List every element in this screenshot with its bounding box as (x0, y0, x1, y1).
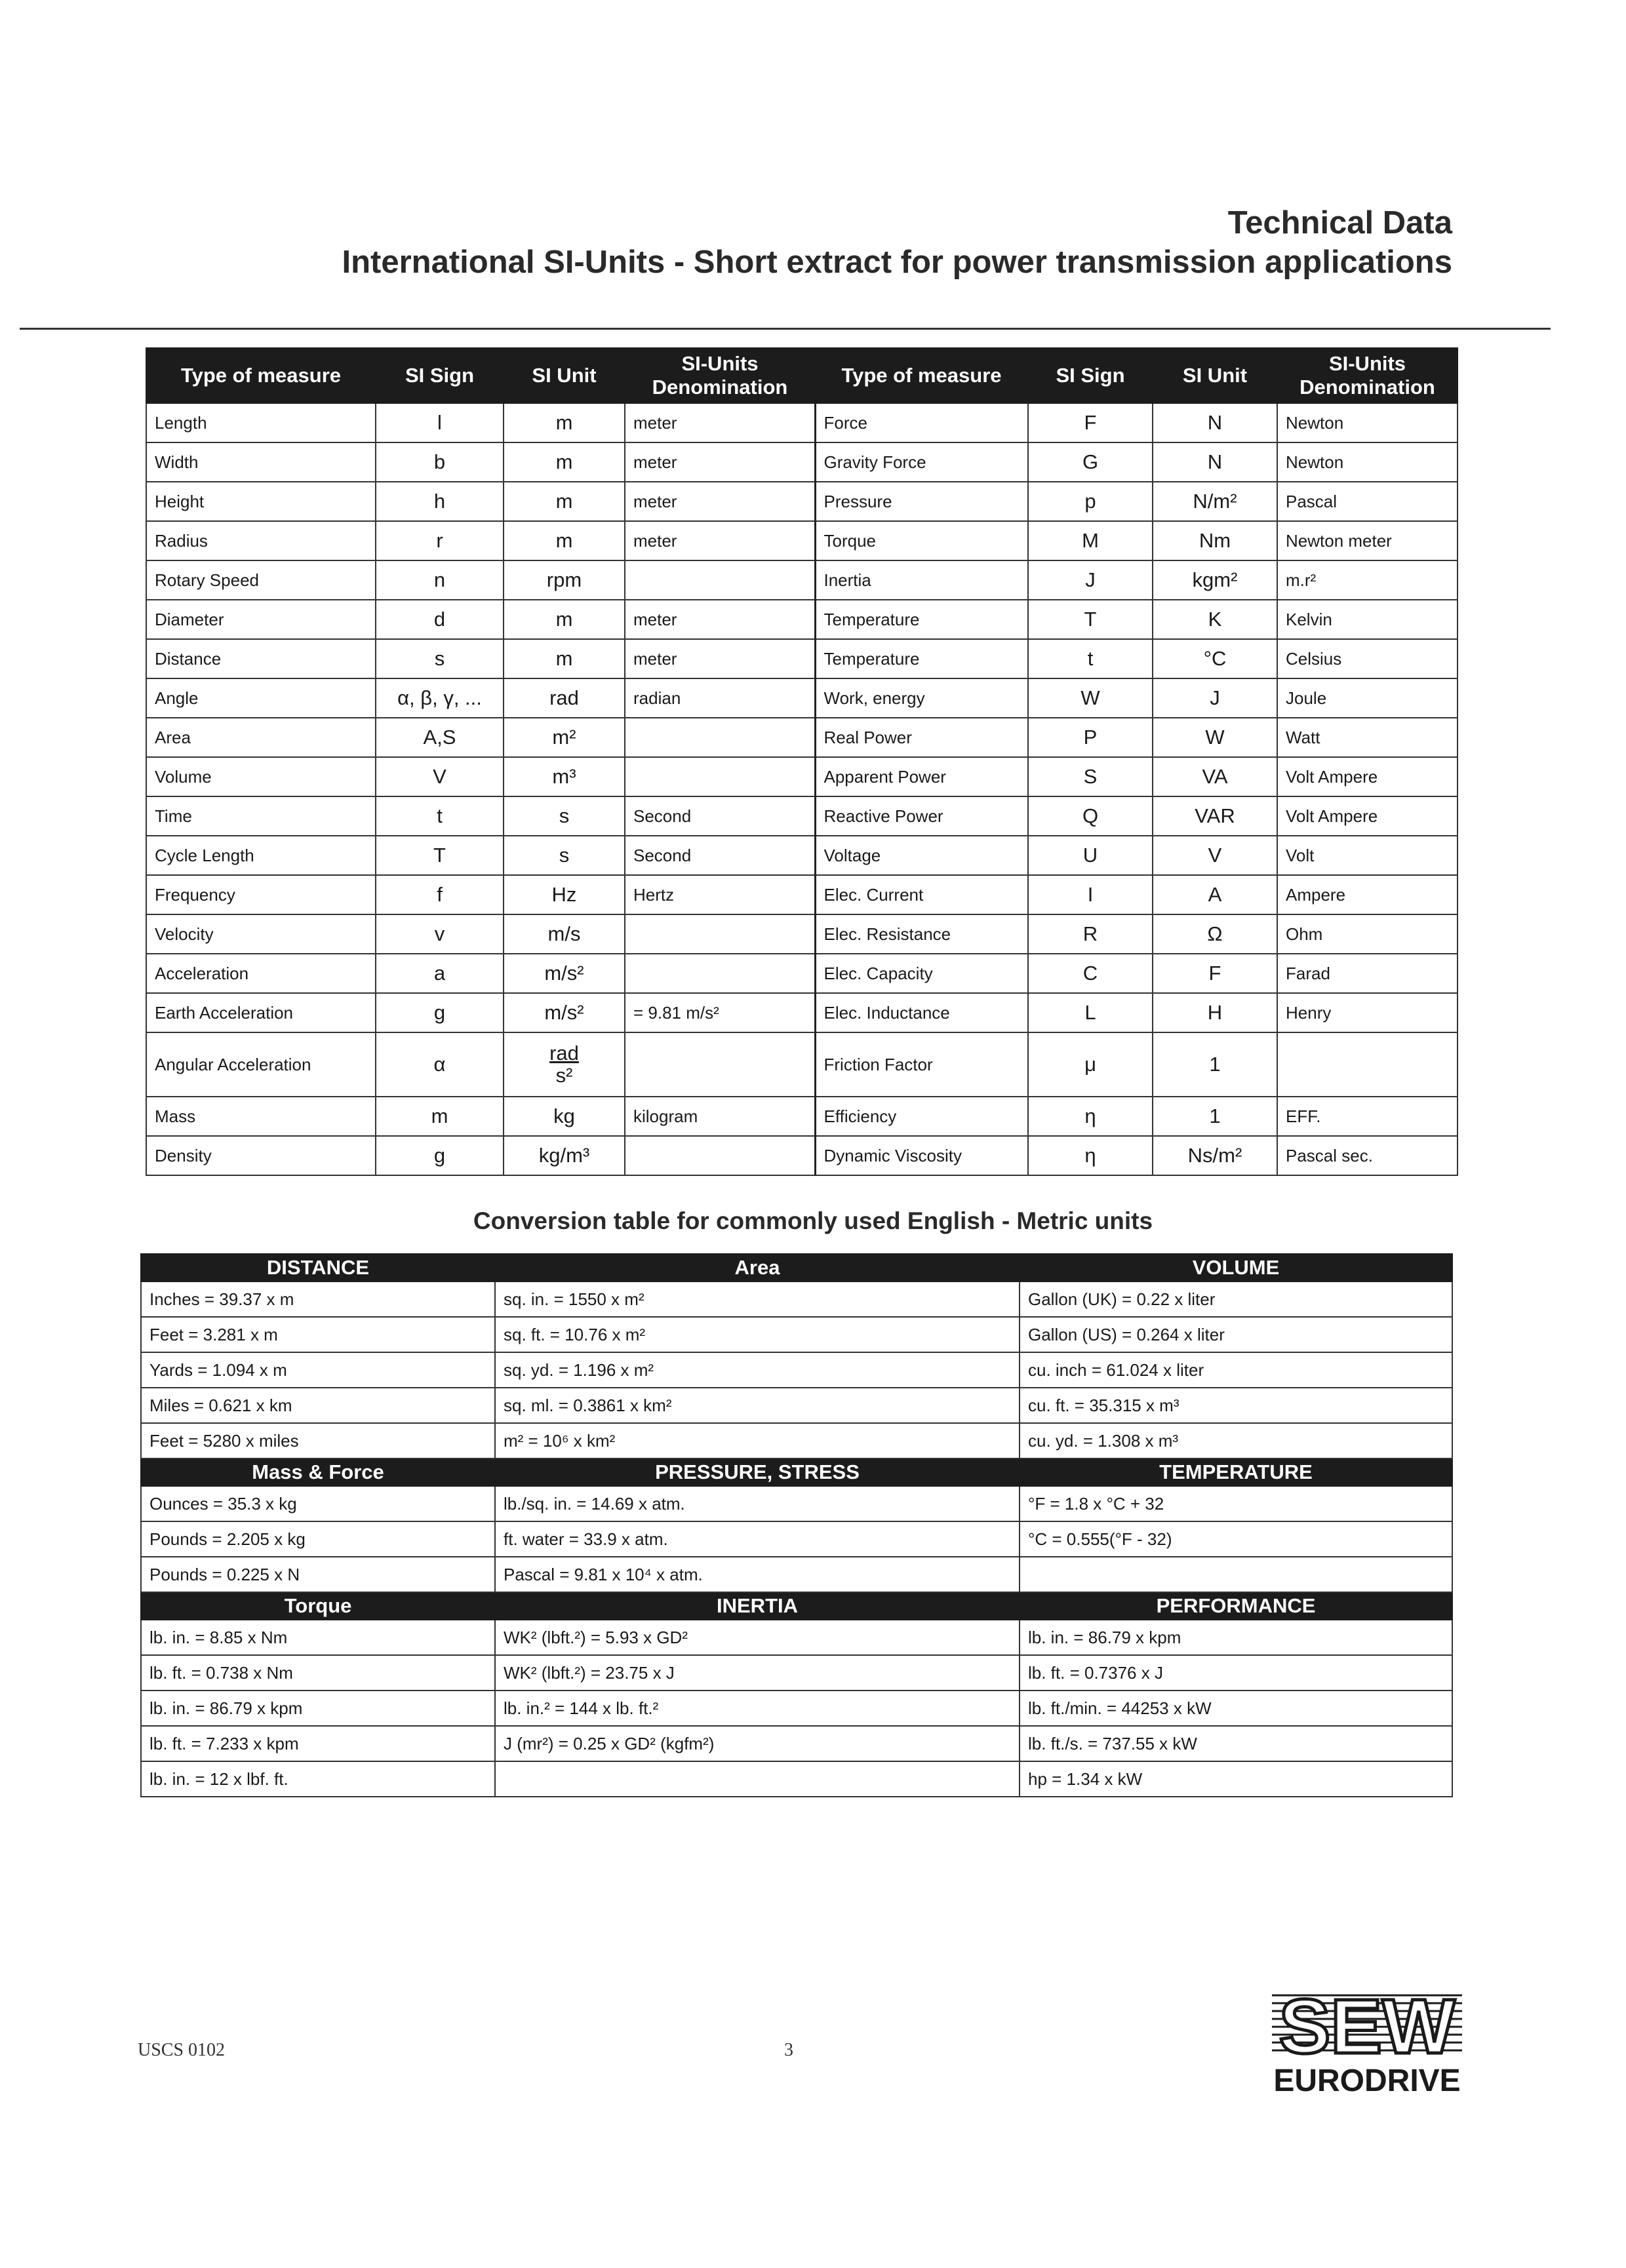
conversion-row (141, 1655, 1452, 1691)
si-table-cell: G (1028, 442, 1153, 482)
si-table-cell: Distance (146, 639, 376, 678)
si-table-cell: Friction Factor (815, 1032, 1028, 1097)
si-table-cell: J (1153, 678, 1277, 718)
si-table-cell: Pascal (1277, 482, 1457, 521)
si-table-cell: Area (146, 718, 376, 757)
si-table-cell: Volt (1277, 836, 1457, 875)
si-table-cell: rad (504, 678, 625, 718)
col-si-sign-2: SI Sign (1028, 348, 1153, 403)
conversion-cell: Feet = 3.281 x m (141, 1317, 495, 1352)
si-table-cell: Ns/m² (1153, 1136, 1277, 1175)
si-table-cell (1277, 1032, 1457, 1097)
si-table-row (146, 993, 1457, 1032)
si-table-cell: Ampere (1277, 875, 1457, 914)
si-table-cell: Temperature (815, 639, 1028, 678)
si-table-cell: Elec. Inductance (815, 993, 1028, 1032)
si-table-row (146, 482, 1457, 521)
si-table-cell: I (1028, 875, 1153, 914)
si-table-cell: Volume (146, 757, 376, 796)
si-table-cell: V (1153, 836, 1277, 875)
si-table-cell: M (1028, 521, 1153, 560)
conversion-cell: Feet = 5280 x miles (141, 1423, 495, 1458)
angular-unit-fraction (549, 1042, 579, 1087)
si-table-cell: Ohm (1277, 914, 1457, 954)
si-table-cell (625, 560, 815, 600)
si-table-cell: F (1028, 403, 1153, 442)
si-table-row (146, 1032, 1457, 1097)
document-code: USCS 0102 (138, 2040, 226, 2060)
si-table-cell: Temperature (815, 600, 1028, 639)
conversion-cell: lb. ft. = 0.7376 x J (1020, 1655, 1452, 1691)
si-table-cell: m (504, 442, 625, 482)
conversion-cell: lb./sq. in. = 14.69 x atm. (495, 1486, 1020, 1521)
si-table-cell: V (376, 757, 504, 796)
si-table-cell: A (1153, 875, 1277, 914)
conversion-section-title: Area (495, 1254, 1020, 1281)
si-table-cell: Kelvin (1277, 600, 1457, 639)
conversion-section-title: TEMPERATURE (1020, 1458, 1452, 1486)
si-table-row (146, 403, 1457, 442)
si-table-cell: N/m² (1153, 482, 1277, 521)
conversion-row (141, 1486, 1452, 1521)
document-title: International SI-Units - Short extract for power transmission applications (342, 244, 1452, 280)
si-table-cell: m (504, 403, 625, 442)
si-table-cell: t (376, 796, 504, 836)
si-table-cell: Earth Acceleration (146, 993, 376, 1032)
si-table-cell: m/s² (504, 954, 625, 993)
si-table-cell: Reactive Power (815, 796, 1028, 836)
conversion-cell: Pounds = 0.225 x N (141, 1557, 495, 1592)
si-table-cell: T (1028, 600, 1153, 639)
si-table-cell: Farad (1277, 954, 1457, 993)
si-table-cell: s (504, 836, 625, 875)
conversion-cell: m² = 10⁶ x km² (495, 1423, 1020, 1458)
si-table-cell: n (376, 560, 504, 600)
conversion-cell: °C = 0.555(°F - 32) (1020, 1521, 1452, 1557)
si-table-cell: N (1153, 442, 1277, 482)
col-si-unit: SI Unit (504, 348, 625, 403)
si-table-row (146, 600, 1457, 639)
si-table-cell: Voltage (815, 836, 1028, 875)
si-table-cell: Diameter (146, 600, 376, 639)
logo-eurodrive-text: EURODRIVE (1273, 2063, 1461, 2098)
conversion-section-title: Torque (141, 1592, 495, 1620)
si-table-cell: m (504, 639, 625, 678)
si-table-cell: meter (625, 639, 815, 678)
sew-eurodrive-logo (1265, 1986, 1469, 2098)
si-table-cell: T (376, 836, 504, 875)
fraction-numerator: rad (549, 1042, 579, 1065)
si-table-cell: N (1153, 403, 1277, 442)
si-table-cell: Length (146, 403, 376, 442)
si-table-row (146, 560, 1457, 600)
col-si-units-denomination-2: SI-Units Denomination (1277, 348, 1457, 403)
si-table-cell: A,S (376, 718, 504, 757)
page-number: 3 (784, 2040, 793, 2060)
si-table-row (146, 757, 1457, 796)
si-table-row (146, 875, 1457, 914)
conversion-cell: Ounces = 35.3 x kg (141, 1486, 495, 1521)
si-table-cell: Second (625, 796, 815, 836)
conversion-cell: Yards = 1.094 x m (141, 1352, 495, 1388)
si-table-cell: meter (625, 600, 815, 639)
si-table-cell: F (1153, 954, 1277, 993)
conversion-cell: lb. ft. = 0.738 x Nm (141, 1655, 495, 1691)
si-table-cell: μ (1028, 1032, 1153, 1097)
document-subtitle: Technical Data (1227, 205, 1452, 241)
si-table-cell: meter (625, 442, 815, 482)
si-table-cell: Pressure (815, 482, 1028, 521)
conversion-section-header (141, 1592, 1452, 1620)
conversion-cell: hp = 1.34 x kW (1020, 1761, 1452, 1797)
conversion-section-title: DISTANCE (141, 1254, 495, 1281)
conversion-cell: lb. in. = 12 x lbf. ft. (141, 1761, 495, 1797)
conversion-row (141, 1761, 1452, 1797)
si-table-cell: m (504, 482, 625, 521)
si-table-cell: m³ (504, 757, 625, 796)
si-table-cell (625, 718, 815, 757)
conversion-cell: Inches = 39.37 x m (141, 1281, 495, 1317)
fraction-denominator: s² (555, 1064, 573, 1087)
si-table-cell: Pascal sec. (1277, 1136, 1457, 1175)
si-table-row (146, 718, 1457, 757)
conversion-row (141, 1281, 1452, 1317)
conversion-cell: lb. ft. = 7.233 x kpm (141, 1726, 495, 1761)
conversion-cell: Miles = 0.621 x km (141, 1388, 495, 1423)
col-si-unit-2: SI Unit (1153, 348, 1277, 403)
conversion-row (141, 1352, 1452, 1388)
si-table-cell: Volt Ampere (1277, 796, 1457, 836)
conversion-cell: WK² (lbft.²) = 5.93 x GD² (495, 1620, 1020, 1655)
si-table-cell: α (376, 1032, 504, 1097)
si-table-cell: Celsius (1277, 639, 1457, 678)
si-table-cell: g (376, 1136, 504, 1175)
si-table-cell: Cycle Length (146, 836, 376, 875)
si-table-cell: Height (146, 482, 376, 521)
si-table-cell: Watt (1277, 718, 1457, 757)
si-table-cell: Newton (1277, 403, 1457, 442)
conversion-section-title: PERFORMANCE (1020, 1592, 1452, 1620)
si-table-row (146, 678, 1457, 718)
conversion-cell (495, 1761, 1020, 1797)
si-table-cell: Nm (1153, 521, 1277, 560)
conversion-cell: lb. in.² = 144 x lb. ft.² (495, 1691, 1020, 1726)
si-units-table (146, 347, 1458, 1176)
si-table-cell: Hertz (625, 875, 815, 914)
conversion-section-header (141, 1254, 1452, 1281)
conversion-cell: cu. inch = 61.024 x liter (1020, 1352, 1452, 1388)
conversion-cell: lb. ft./min. = 44253 x kW (1020, 1691, 1452, 1726)
si-table-row (146, 796, 1457, 836)
si-table-cell: m (504, 600, 625, 639)
si-table-cell: Real Power (815, 718, 1028, 757)
si-table-cell: η (1028, 1136, 1153, 1175)
conversion-cell: lb. ft./s. = 737.55 x kW (1020, 1726, 1452, 1761)
si-table-cell: U (1028, 836, 1153, 875)
si-table-cell: Rotary Speed (146, 560, 376, 600)
si-table-cell: Density (146, 1136, 376, 1175)
conversion-row (141, 1388, 1452, 1423)
si-table-cell: Gravity Force (815, 442, 1028, 482)
si-table-cell: s (504, 796, 625, 836)
conversion-cell: °F = 1.8 x °C + 32 (1020, 1486, 1452, 1521)
conversion-row (141, 1521, 1452, 1557)
si-table-cell: meter (625, 482, 815, 521)
si-table-cell: meter (625, 521, 815, 560)
si-table-cell: R (1028, 914, 1153, 954)
si-table-cell: L (1028, 993, 1153, 1032)
si-table-row (146, 954, 1457, 993)
si-table-row (146, 914, 1457, 954)
si-table-cell: 1 (1153, 1097, 1277, 1136)
si-table-row (146, 639, 1457, 678)
si-table-cell: m (504, 521, 625, 560)
si-table-cell: r (376, 521, 504, 560)
conversion-section-title: Mass & Force (141, 1458, 495, 1486)
conversion-cell: ft. water = 33.9 x atm. (495, 1521, 1020, 1557)
si-table-cell (625, 914, 815, 954)
conversion-cell: sq. ml. = 0.3861 x km² (495, 1388, 1020, 1423)
si-table-cell: Mass (146, 1097, 376, 1136)
conversion-cell: lb. in. = 86.79 x kpm (1020, 1620, 1452, 1655)
col-type-of-measure-2: Type of measure (815, 348, 1028, 403)
si-table-cell: Henry (1277, 993, 1457, 1032)
si-table-cell: Velocity (146, 914, 376, 954)
si-table-cell: kilogram (625, 1097, 815, 1136)
conversion-cell: sq. yd. = 1.196 x m² (495, 1352, 1020, 1388)
logo-sew-text: SEW (1279, 1986, 1456, 2070)
conversion-section-header (141, 1458, 1452, 1486)
si-table-cell: b (376, 442, 504, 482)
conversion-table-body (141, 1254, 1452, 1797)
si-table-cell: kgm² (1153, 560, 1277, 600)
si-table-cell: Second (625, 836, 815, 875)
si-table-cell: 1 (1153, 1032, 1277, 1097)
si-table-cell: Volt Ampere (1277, 757, 1457, 796)
si-table-cell: K (1153, 600, 1277, 639)
si-table-cell: η (1028, 1097, 1153, 1136)
si-table-cell: Acceleration (146, 954, 376, 993)
si-table-cell: VA (1153, 757, 1277, 796)
si-table-cell: EFF. (1277, 1097, 1457, 1136)
si-table-cell: g (376, 993, 504, 1032)
conversion-title: Conversion table for commonly used English - Metric units (473, 1207, 1153, 1234)
si-table-cell: a (376, 954, 504, 993)
conversion-cell: Pascal = 9.81 x 10⁴ x atm. (495, 1557, 1020, 1592)
si-table-cell: h (376, 482, 504, 521)
si-table-row (146, 1136, 1457, 1175)
si-table-cell: l (376, 403, 504, 442)
si-table-row (146, 442, 1457, 482)
si-table-cell: P (1028, 718, 1153, 757)
si-table-cell: Joule (1277, 678, 1457, 718)
conversion-row (141, 1726, 1452, 1761)
si-table-cell: Work, energy (815, 678, 1028, 718)
si-table-cell: p (1028, 482, 1153, 521)
si-table-cell: radian (625, 678, 815, 718)
si-table-cell: W (1153, 718, 1277, 757)
si-table-cell: W (1028, 678, 1153, 718)
si-table-cell: m² (504, 718, 625, 757)
conversion-row (141, 1691, 1452, 1726)
si-table-cell: Radius (146, 521, 376, 560)
si-table-cell: d (376, 600, 504, 639)
conversion-row (141, 1620, 1452, 1655)
si-table-cell: f (376, 875, 504, 914)
si-table-cell: α, β, γ, ... (376, 678, 504, 718)
col-si-sign: SI Sign (376, 348, 504, 403)
conversion-cell: Gallon (US) = 0.264 x liter (1020, 1317, 1452, 1352)
conversion-cell: cu. yd. = 1.308 x m³ (1020, 1423, 1452, 1458)
si-table-cell: °C (1153, 639, 1277, 678)
conversion-table (140, 1253, 1453, 1797)
si-table-cell: Ω (1153, 914, 1277, 954)
si-table-row (146, 521, 1457, 560)
conversion-section-title: PRESSURE, STRESS (495, 1458, 1020, 1486)
si-table-cell: v (376, 914, 504, 954)
conversion-cell (1020, 1557, 1452, 1592)
si-table-body (146, 403, 1457, 1175)
si-table-cell: kg/m³ (504, 1136, 625, 1175)
col-type-of-measure: Type of measure (146, 348, 376, 403)
si-table-cell: Time (146, 796, 376, 836)
conversion-cell: sq. ft. = 10.76 x m² (495, 1317, 1020, 1352)
si-table-cell: rpm (504, 560, 625, 600)
si-table-cell: Frequency (146, 875, 376, 914)
si-table-cell (625, 757, 815, 796)
conversion-cell: lb. in. = 86.79 x kpm (141, 1691, 495, 1726)
si-table-cell: Angle (146, 678, 376, 718)
si-table-cell: Elec. Resistance (815, 914, 1028, 954)
si-table-cell: Force (815, 403, 1028, 442)
si-table-cell (504, 1032, 625, 1097)
si-table-cell: = 9.81 m/s² (625, 993, 815, 1032)
si-table-cell: C (1028, 954, 1153, 993)
conversion-section-title: VOLUME (1020, 1254, 1452, 1281)
si-table-cell: Newton meter (1277, 521, 1457, 560)
si-table-row (146, 1097, 1457, 1136)
si-table-header-row (146, 348, 1457, 403)
si-table-cell: S (1028, 757, 1153, 796)
si-table-cell: m (376, 1097, 504, 1136)
si-table-cell: Inertia (815, 560, 1028, 600)
conversion-cell: WK² (lbft.²) = 23.75 x J (495, 1655, 1020, 1691)
si-table-cell: Angular Acceleration (146, 1032, 376, 1097)
conversion-row (141, 1317, 1452, 1352)
conversion-cell: Pounds = 2.205 x kg (141, 1521, 495, 1557)
si-table-cell: J (1028, 560, 1153, 600)
si-table-cell: Dynamic Viscosity (815, 1136, 1028, 1175)
conversion-section-title: INERTIA (495, 1592, 1020, 1620)
conversion-cell: lb. in. = 8.85 x Nm (141, 1620, 495, 1655)
si-table-cell: Width (146, 442, 376, 482)
si-table-cell: Q (1028, 796, 1153, 836)
conversion-cell: J (mr²) = 0.25 x GD² (kgfm²) (495, 1726, 1020, 1761)
si-table-cell: t (1028, 639, 1153, 678)
si-table-cell (625, 1032, 815, 1097)
si-table-cell: m/s (504, 914, 625, 954)
si-table-cell: VAR (1153, 796, 1277, 836)
header-divider (20, 328, 1551, 330)
col-si-units-denomination: SI-Units Denomination (625, 348, 815, 403)
si-table-cell: m.r² (1277, 560, 1457, 600)
si-table-cell: Newton (1277, 442, 1457, 482)
conversion-row (141, 1423, 1452, 1458)
si-table-cell: Elec. Capacity (815, 954, 1028, 993)
conversion-cell: Gallon (UK) = 0.22 x liter (1020, 1281, 1452, 1317)
si-table-cell (625, 954, 815, 993)
si-table-cell: s (376, 639, 504, 678)
si-table-cell: Elec. Current (815, 875, 1028, 914)
si-table-cell: m/s² (504, 993, 625, 1032)
si-table-cell: meter (625, 403, 815, 442)
si-table-row (146, 836, 1457, 875)
si-table-cell: kg (504, 1097, 625, 1136)
conversion-row (141, 1557, 1452, 1592)
si-table-cell: Efficiency (815, 1097, 1028, 1136)
si-table-cell: Hz (504, 875, 625, 914)
conversion-cell: cu. ft. = 35.315 x m³ (1020, 1388, 1452, 1423)
conversion-cell: sq. in. = 1550 x m² (495, 1281, 1020, 1317)
si-table-cell: H (1153, 993, 1277, 1032)
si-table-cell (625, 1136, 815, 1175)
si-table-cell: Torque (815, 521, 1028, 560)
si-table-cell: Apparent Power (815, 757, 1028, 796)
